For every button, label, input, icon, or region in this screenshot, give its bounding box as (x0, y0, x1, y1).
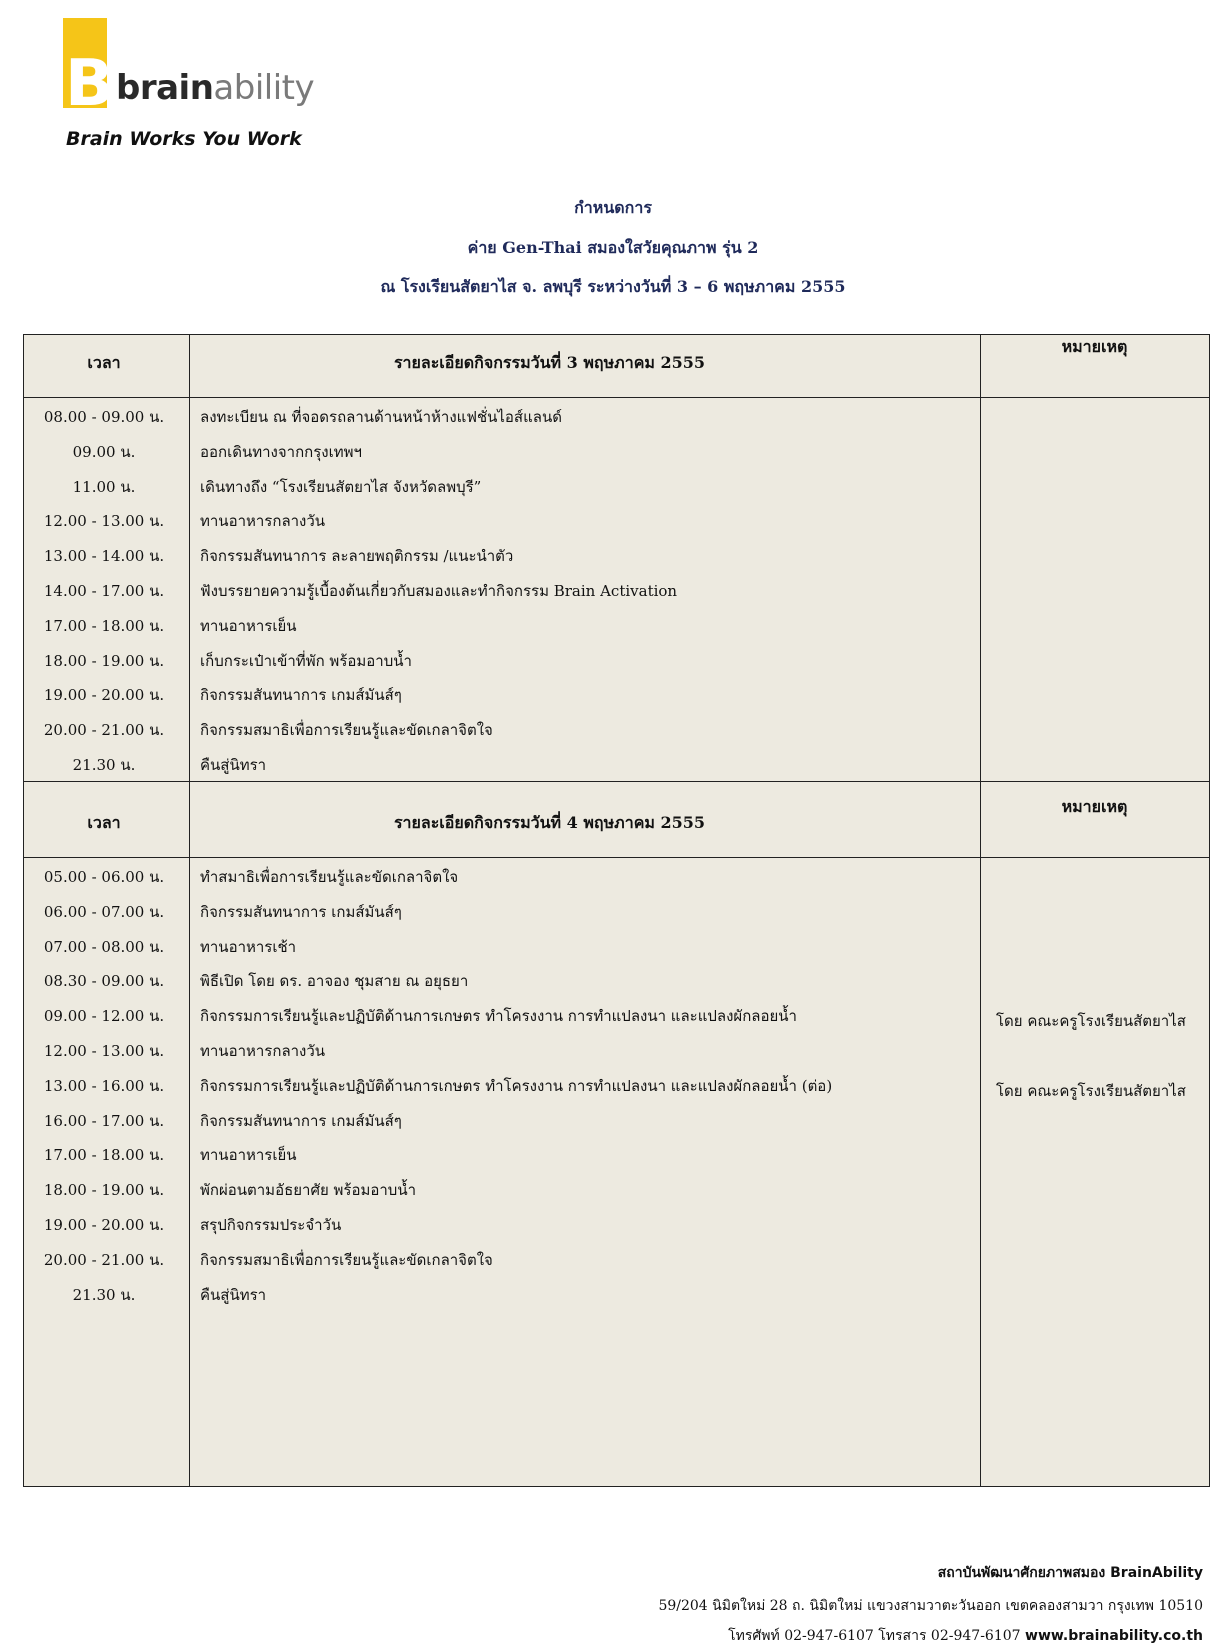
row-time: 20.00 - 21.00 น. (43, 1250, 165, 1269)
schedule-row (24, 399, 1209, 435)
row-activity: พิธีเปิด โดย ดร. อาจอง ชุมสาย ณ อยุธยา (200, 972, 469, 991)
header-detail: รายละเอียดกิจกรรมวันที่ 3 พฤษภาคม 2555 (393, 353, 706, 372)
schedule-row (24, 1207, 1209, 1243)
schedule-row (24, 963, 1209, 999)
row-activity: กิจกรรมสันทนาการ เกมส์มันส์ๆ (200, 902, 402, 921)
footer-website[interactable]: www.brainability.co.th (1025, 1628, 1203, 1644)
row-activity: ออกเดินทางจากกรุงเทพฯ (200, 442, 362, 461)
row-activity: กิจกรรมสมาธิเพื่อการเรียนรู้และขัดเกลาจิตใจ (200, 721, 493, 740)
schedule-row (24, 538, 1209, 574)
header-time: เวลา (87, 353, 121, 372)
row-time: 18.00 - 19.00 น. (43, 1181, 165, 1200)
schedule-row (24, 677, 1209, 713)
row-activity: คืนสู่นิทรา (200, 756, 267, 774)
schedule-row (24, 1242, 1209, 1278)
schedule-row (24, 434, 1209, 470)
row-activity: ฟังบรรยายความรู้เบื้องต้นเกี่ยวกับสมองและทำกิจกรรม Brain Activation (200, 582, 678, 600)
logo-word-bold: brain (116, 68, 214, 108)
row-activity: คืนสู่นิทรา (200, 1285, 267, 1304)
row-activity: ทานอาหารเย็น (200, 616, 297, 635)
row-time: 13.00 - 14.00 น. (43, 547, 165, 566)
row-time: 20.00 - 21.00 น. (43, 721, 165, 740)
footer-org: สถาบันพัฒนาศักยภาพสมอง BrainAbility (937, 1565, 1203, 1581)
row-activity: กิจกรรมสมาธิเพื่อการเรียนรู้และขัดเกลาจิตใจ (200, 1250, 493, 1269)
row-activity: สรุปกิจกรรมประจำวัน (200, 1216, 342, 1234)
logo-box (63, 18, 114, 121)
row-time: 16.00 - 17.00 น. (43, 1111, 165, 1130)
schedule-table (23, 334, 1210, 1487)
tagline: Brain Works You Work (66, 128, 302, 150)
row-time: 08.00 - 09.00 น. (43, 408, 165, 426)
row-activity: กิจกรรมสันทนาการ เกมส์มันส์ๆ (200, 686, 402, 705)
row-time: 06.00 - 07.00 น. (43, 902, 165, 921)
doc-location-dates: ณ โรงเรียนสัตยาไส จ. ลพบุรี ระหว่างวันที่ 3 – 6 พฤษภาคม 2555 (380, 277, 846, 296)
row-activity: เดินทางถึง “โรงเรียนสัตยาไส จังหวัดลพบุรี” (200, 477, 482, 496)
schedule-row (24, 643, 1209, 679)
row-time: 19.00 - 20.00 น. (43, 1216, 165, 1234)
row-activity: เก็บกระเป๋าเข้าที่พัก พร้อมอาบน้ำ (200, 651, 412, 670)
row-time: 11.00 น. (72, 477, 136, 496)
row-activity: ทานอาหารเย็น (200, 1146, 297, 1165)
schedule-row (24, 469, 1209, 505)
footer-address: 59/204 นิมิตใหม่ 28 ถ. นิมิตใหม่ แขวงสามวาตะวันออก เขตคลองสามวา กรุงเทพ 10510 (658, 1598, 1203, 1614)
row-time: 13.00 - 16.00 น. (43, 1076, 165, 1095)
row-time: 09.00 น. (72, 442, 136, 461)
row-time: 17.00 - 18.00 น. (43, 1146, 165, 1165)
schedule-row (24, 712, 1209, 748)
schedule-row (24, 503, 1209, 539)
row-activity: ทานอาหารกลางวัน (200, 1042, 326, 1060)
row-divider (24, 781, 1209, 782)
row-activity: กิจกรรมการเรียนรู้และปฏิบัติด้านการเกษตร ทำโครงงาน การทำแปลงนา และแปลงผักลอยน้ำ (ต่อ) (200, 1076, 833, 1095)
doc-subtitle: ค่าย Gen-Thai สมองใสวัยคุณภาพ รุ่น 2 (467, 238, 759, 257)
row-divider (24, 397, 1209, 398)
header-note: หมายเหตุ (1061, 797, 1128, 816)
row-time: 14.00 - 17.00 น. (43, 582, 165, 600)
row-activity: ทำสมาธิเพื่อการเรียนรู้และขัดเกลาจิตใจ (200, 868, 459, 886)
row-time: 19.00 - 20.00 น. (43, 686, 165, 705)
row-activity: ลงทะเบียน ณ ที่จอดรถลานด้านหน้าห้างแฟชั่นไอส์แลนด์ (200, 408, 562, 426)
row-time: 08.30 - 09.00 น. (43, 972, 165, 991)
logo-word-light: ability (213, 68, 315, 108)
row-time: 12.00 - 13.00 น. (43, 1042, 165, 1060)
schedule-row (24, 608, 1209, 644)
row-time: 07.00 - 08.00 น. (43, 937, 165, 956)
row-time: 21.30 น. (72, 756, 136, 774)
row-time: 17.00 - 18.00 น. (43, 616, 165, 635)
header-time: เวลา (87, 813, 121, 832)
header-detail: รายละเอียดกิจกรรมวันที่ 4 พฤษภาคม 2555 (393, 813, 706, 832)
row-activity: ทานอาหารกลางวัน (200, 512, 326, 531)
row-time: 21.30 น. (72, 1285, 136, 1304)
schedule-row (24, 1277, 1209, 1313)
row-activity: พักผ่อนตามอัธยาศัย พร้อมอาบน้ำ (200, 1181, 416, 1200)
note-teachers: โดย คณะครูโรงเรียนสัตยาไส (996, 1082, 1186, 1100)
schedule-row (24, 859, 1209, 895)
schedule-row (24, 1103, 1209, 1139)
schedule-row (24, 894, 1209, 930)
footer-contact (728, 1625, 1203, 1647)
row-time: 18.00 - 19.00 น. (43, 651, 165, 670)
schedule-row (24, 1137, 1209, 1173)
footer-phone-fax: โทรศัพท์ 02-947-6107 โทรสาร 02-947-6107 (728, 1628, 1021, 1644)
row-activity: กิจกรรมสันทนาการ ละลายพฤติกรรม /แนะนำตัว (200, 547, 514, 566)
logo-wordmark (116, 68, 314, 108)
schedule-row (24, 573, 1209, 609)
row-time: 05.00 - 06.00 น. (43, 868, 165, 886)
row-activity: กิจกรรมสันทนาการ เกมส์มันส์ๆ (200, 1111, 402, 1130)
row-activity: กิจกรรมการเรียนรู้และปฏิบัติด้านการเกษตร ทำโครงงาน การทำแปลงนา และแปลงผักลอยน้ำ (200, 1007, 797, 1026)
row-time: 09.00 - 12.00 น. (43, 1007, 165, 1026)
schedule-row (24, 1172, 1209, 1208)
row-activity: ทานอาหารเช้า (200, 937, 297, 956)
doc-title: กำหนดการ (574, 198, 652, 217)
schedule-row (24, 1033, 1209, 1069)
schedule-row (24, 929, 1209, 965)
brand-logo (63, 18, 323, 121)
row-divider (24, 857, 1209, 858)
header-note: หมายเหตุ (1061, 337, 1128, 356)
note-teachers: โดย คณะครูโรงเรียนสัตยาไส (996, 1012, 1186, 1030)
logo-letter: B (65, 47, 114, 121)
schedule-row (24, 747, 1209, 783)
row-time: 12.00 - 13.00 น. (43, 512, 165, 531)
